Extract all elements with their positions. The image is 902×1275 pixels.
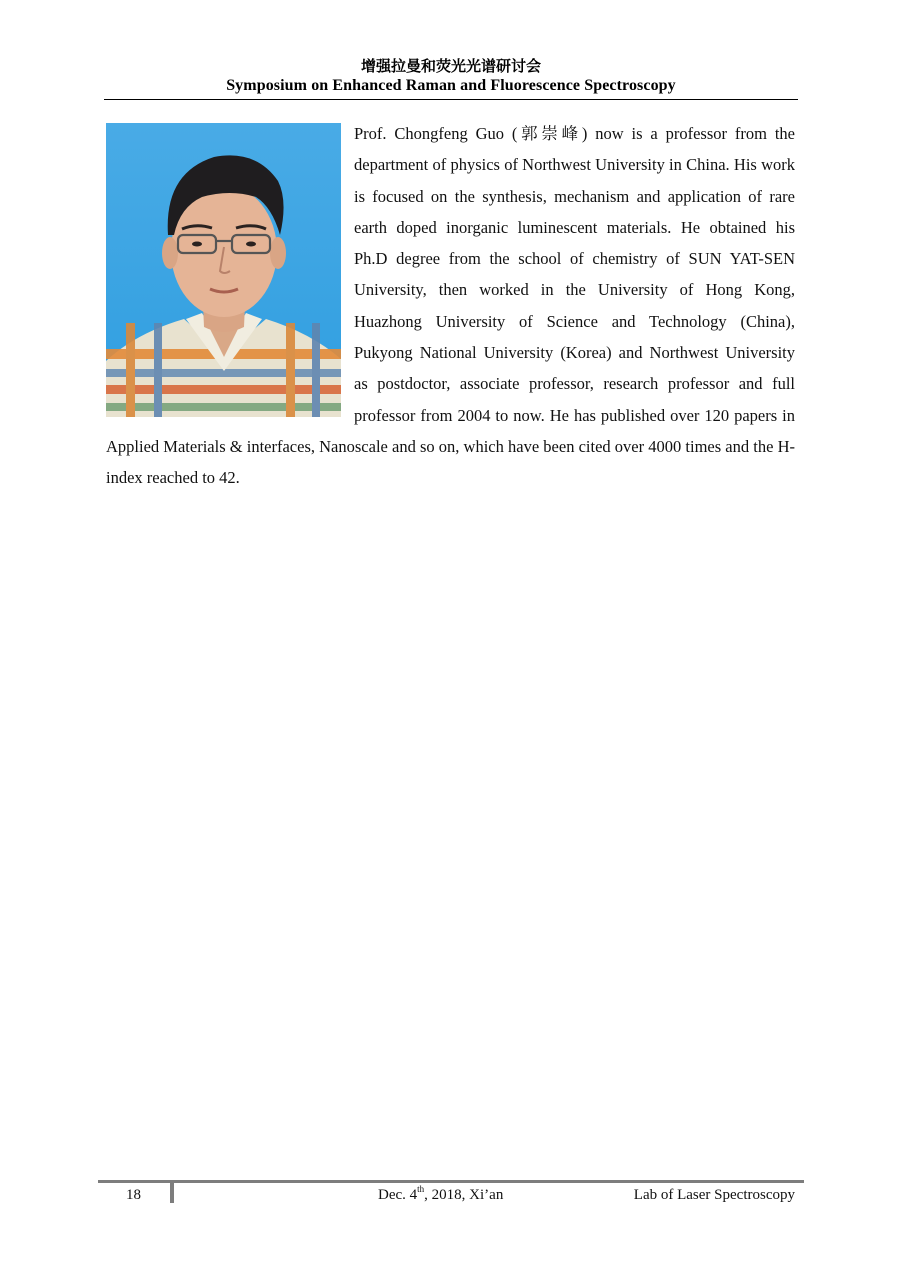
footer-date-prefix: Dec. 4	[378, 1187, 418, 1203]
footer-date	[378, 1185, 503, 1205]
page-number: 18	[126, 1187, 141, 1203]
page-header	[104, 56, 798, 96]
symposium-title-english: Symposium on Enhanced Raman and Fluorescence Spectroscopy	[226, 77, 676, 94]
header-rule	[104, 99, 798, 100]
footer-rule	[98, 1180, 804, 1183]
footer-date-suffix: , 2018, Xi’an	[424, 1187, 504, 1203]
footer-lab-name: Lab of Laser Spectroscopy	[633, 1187, 795, 1203]
footer-separator	[170, 1183, 174, 1203]
biography-text: Prof. Chongfeng Guo (郭崇峰) now is a professor from the department of physics of Northwest University in China. His work is focused on the synthesis, mechanism and application of rare earth doped inorganic luminescent materials. He obtained his Ph.D degree from the school of chemistry of SUN YAT-SEN University, then worked in the University of Hong Kong, Huazhong University of Science and Technology (China), Pukyong National University (Korea) and Northwest University as postdoctor, associate professor, research professor and full professor from 2004 to now. He has published over 120 papers in Applied Materials & interfaces, Nanoscale and so on, which have been cited over 4000 times and the H-index reached to 42.	[106, 124, 795, 488]
footer-date-ordinal: th	[417, 1184, 425, 1194]
symposium-title-chinese: 增强拉曼和荧光光谱研讨会	[360, 57, 541, 75]
